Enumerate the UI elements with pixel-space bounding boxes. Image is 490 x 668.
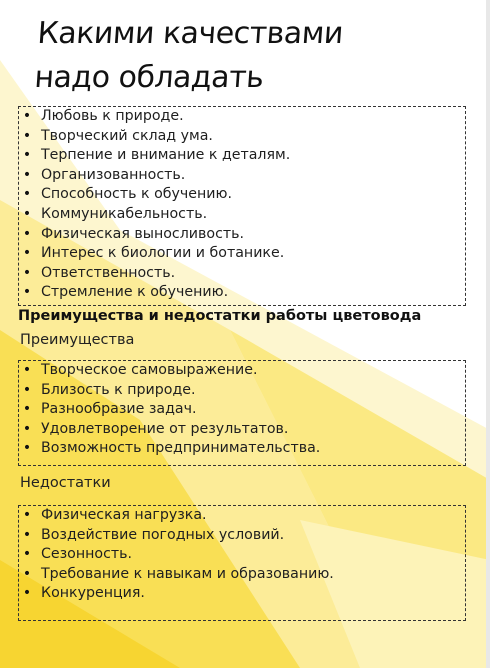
disadvantages-label: Недостатки bbox=[20, 475, 111, 491]
bullet-icon: • bbox=[22, 205, 32, 222]
bullet-icon: • bbox=[22, 507, 32, 523]
bullet-icon: • bbox=[22, 440, 32, 457]
bullet-icon: • bbox=[22, 245, 32, 262]
list-item: • Сезонность. bbox=[21, 545, 465, 565]
bullet-icon: • bbox=[22, 526, 32, 543]
bullet-icon: • bbox=[22, 186, 32, 203]
list-item: • Стремление к обучению. bbox=[21, 283, 465, 303]
bullet-icon: • bbox=[22, 108, 32, 124]
list-item: • Творческий склад ума. bbox=[21, 127, 465, 147]
bullet-icon: • bbox=[22, 225, 32, 242]
list-item: • Удовлетворение от результатов. bbox=[21, 420, 465, 440]
pros-cons-heading: Преимущества и недостатки работы цветовода bbox=[18, 308, 422, 324]
bullet-icon: • bbox=[22, 284, 32, 301]
list-item: • Ответственность. bbox=[21, 264, 465, 284]
advantages-box bbox=[18, 360, 466, 466]
list-item: • Интерес к биологии и ботанике. bbox=[21, 244, 465, 264]
bullet-icon: • bbox=[22, 381, 32, 398]
list-item: • Любовь к природе. bbox=[21, 107, 465, 127]
bullet-icon: • bbox=[22, 401, 32, 418]
bullet-icon: • bbox=[22, 546, 32, 563]
list-item: • Коммуникабельность. bbox=[21, 205, 465, 225]
bullet-icon: • bbox=[22, 362, 32, 378]
list-item: • Требование к навыкам и образованию. bbox=[21, 565, 465, 585]
list-item: • Воздействие погодных условий. bbox=[21, 526, 465, 546]
page-title bbox=[33, 12, 479, 100]
advantages-label: Преимущества bbox=[20, 332, 135, 348]
list-item: • Конкуренция. bbox=[21, 584, 465, 604]
list-item: • Организованность. bbox=[21, 166, 465, 186]
list-item: • Близость к природе. bbox=[21, 381, 465, 401]
qualities-box bbox=[18, 106, 466, 306]
bullet-icon: • bbox=[22, 166, 32, 183]
bullet-icon: • bbox=[22, 264, 32, 281]
bullet-icon: • bbox=[22, 127, 32, 144]
advantages-list bbox=[21, 361, 465, 459]
list-item: • Способность к обучению. bbox=[21, 185, 465, 205]
qualities-list bbox=[21, 107, 465, 303]
title-line-1: Какими качествами bbox=[36, 16, 345, 51]
list-item: • Возможность предпринимательства. bbox=[21, 439, 465, 459]
list-item: • Терпение и внимание к деталям. bbox=[21, 146, 465, 166]
bullet-icon: • bbox=[22, 420, 32, 437]
bullet-icon: • bbox=[22, 585, 32, 602]
disadvantages-list bbox=[21, 506, 465, 604]
bullet-icon: • bbox=[22, 565, 32, 582]
title-line-2: надо обладать bbox=[33, 60, 265, 95]
list-item: • Творческое самовыражение. bbox=[21, 361, 465, 381]
list-item: • Разнообразие задач. bbox=[21, 400, 465, 420]
list-item: • Физическая нагрузка. bbox=[21, 506, 465, 526]
bullet-icon: • bbox=[22, 147, 32, 164]
disadvantages-box bbox=[18, 505, 466, 621]
list-item: • Физическая выносливость. bbox=[21, 225, 465, 245]
